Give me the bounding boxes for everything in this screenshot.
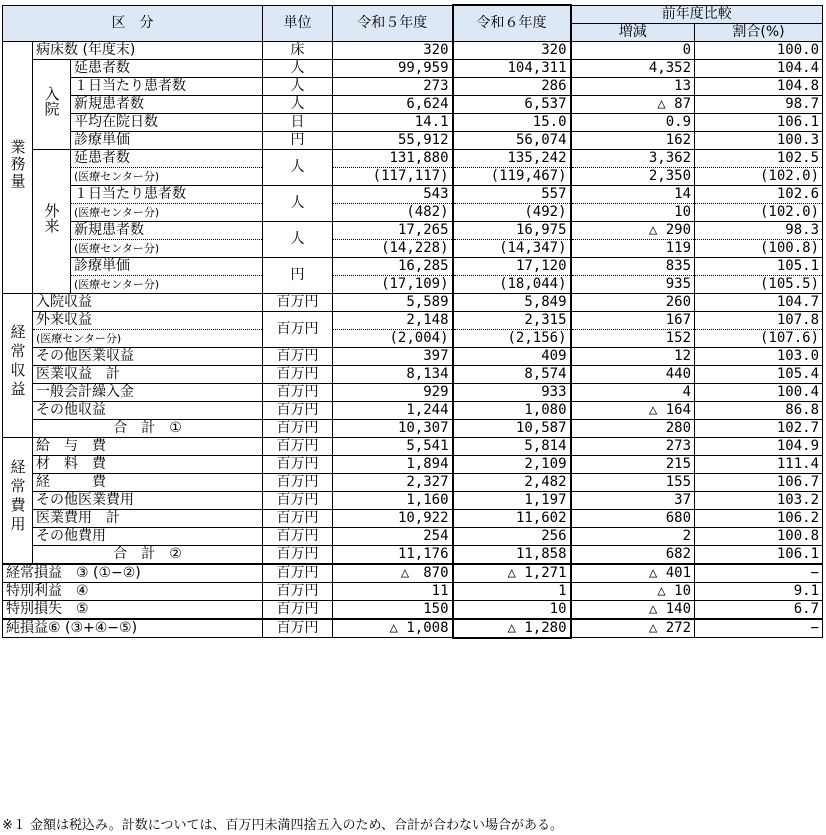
bottom-r5: 150	[333, 600, 453, 619]
table-row	[3, 77, 823, 95]
outpatient-diff: 835	[571, 257, 695, 275]
group-gairai-label: 外来	[42, 203, 61, 233]
table-row	[3, 311, 823, 329]
revenue-total-label: 合 計 ①	[33, 419, 263, 437]
bottom-unit: 百万円	[263, 600, 333, 619]
inpatient-r6: 15.0	[453, 113, 571, 131]
expense-unit: 百万円	[263, 437, 333, 455]
revenue-r6: 933	[453, 383, 571, 401]
expense-unit: 百万円	[263, 527, 333, 545]
table-row	[3, 293, 823, 311]
revenue-diff: 280	[571, 419, 695, 437]
outpatient-r5s: (482)	[333, 203, 453, 221]
expense-label: 医業費用 計	[33, 509, 263, 527]
revenue-label: その他収益	[33, 401, 263, 419]
outpatient-r5: 17,265	[333, 221, 453, 239]
expense-r5: 1,894	[333, 455, 453, 473]
outpatient-sub: (医療センター分)	[71, 239, 263, 257]
revenue-diff: △ 164	[571, 401, 695, 419]
group-gyomu-label: 業務量	[8, 138, 27, 190]
table-row	[3, 600, 823, 619]
outpatient-r5s: (14,228)	[333, 239, 453, 257]
revenue-label: 医業収益 計	[33, 365, 263, 383]
bottom-r6: 10	[453, 600, 571, 619]
expense-r5: 254	[333, 527, 453, 545]
financial-table-container	[2, 4, 822, 639]
outpatient-label: 新規患者数	[71, 221, 263, 239]
revenue-ratio: 102.7	[695, 419, 823, 437]
bottom-label: 特別利益 ④	[3, 582, 263, 600]
revenue-ratio: 107.8	[695, 311, 823, 329]
table-row	[3, 437, 823, 455]
beds-r5: 320	[333, 41, 453, 59]
revenue-unit: 百万円	[263, 365, 333, 383]
revenue-r5: 2,148	[333, 311, 453, 329]
inpatient-r5: 6,624	[333, 95, 453, 113]
revenue-r6s: (2,156)	[453, 329, 571, 347]
bottom-diff: △ 140	[571, 600, 695, 619]
expense-diff: 273	[571, 437, 695, 455]
outpatient-unit: 人	[263, 221, 333, 257]
revenue-unit: 百万円	[263, 401, 333, 419]
group-nyuin-label: 入院	[42, 86, 61, 116]
expense-r6: 1,197	[453, 491, 571, 509]
outpatient-r6: 17,120	[453, 257, 571, 275]
outpatient-unit: 円	[263, 257, 333, 293]
expense-label: 経 費	[33, 473, 263, 491]
inpatient-r5: 55,912	[333, 131, 453, 149]
bottom-label: 経常損益 ③ (①−②)	[3, 564, 263, 583]
bottom-diff: △ 401	[571, 564, 695, 583]
outpatient-ratio: 102.6	[695, 185, 823, 203]
header-diff: 増減	[571, 23, 695, 41]
outpatient-sub: (医療センター分)	[71, 275, 263, 293]
expense-ratio: 103.2	[695, 491, 823, 509]
bottom-r5: △ 870	[333, 564, 453, 583]
group-nyuin	[33, 59, 71, 149]
table-row	[3, 545, 823, 564]
revenue-diffs: 152	[571, 329, 695, 347]
outpatient-r5s: (17,109)	[333, 275, 453, 293]
outpatient-r5: 131,880	[333, 149, 453, 167]
inpatient-diff: 4,352	[571, 59, 695, 77]
inpatient-ratio: 106.1	[695, 113, 823, 131]
expense-ratio: 106.7	[695, 473, 823, 491]
expense-r6: 11,858	[453, 545, 571, 564]
inpatient-label: 延患者数	[71, 59, 263, 77]
bottom-ratio: −	[695, 619, 823, 638]
expense-r6: 11,602	[453, 509, 571, 527]
expense-r5: 1,160	[333, 491, 453, 509]
group-keijo-shueki-label: 経常収益	[8, 324, 27, 400]
table-row	[3, 619, 823, 638]
table-row	[3, 491, 823, 509]
table-row	[3, 401, 823, 419]
inpatient-label: 平均在院日数	[71, 113, 263, 131]
inpatient-ratio: 104.8	[695, 77, 823, 95]
inpatient-r6: 104,311	[453, 59, 571, 77]
table-row	[3, 347, 823, 365]
table-row	[3, 149, 823, 167]
table-row	[3, 455, 823, 473]
expense-ratio: 100.8	[695, 527, 823, 545]
outpatient-diff: △ 290	[571, 221, 695, 239]
outpatient-ratio: 102.5	[695, 149, 823, 167]
inpatient-ratio: 98.7	[695, 95, 823, 113]
revenue-unit: 百万円	[263, 293, 333, 311]
revenue-ratio: 105.4	[695, 365, 823, 383]
table-row	[3, 221, 823, 239]
expense-r6: 2,109	[453, 455, 571, 473]
revenue-unit: 百万円	[263, 383, 333, 401]
revenue-ratio: 104.7	[695, 293, 823, 311]
outpatient-ratio: 98.3	[695, 221, 823, 239]
table-row	[3, 419, 823, 437]
revenue-ratio: 100.4	[695, 383, 823, 401]
outpatient-r6: 557	[453, 185, 571, 203]
group-keijo-hiyo	[3, 437, 33, 564]
beds-ratio: 100.0	[695, 41, 823, 59]
revenue-r6: 8,574	[453, 365, 571, 383]
revenue-ratios: (107.6)	[695, 329, 823, 347]
bottom-diff: △ 272	[571, 619, 695, 638]
expense-total-label: 合 計 ②	[33, 545, 263, 564]
table-row	[3, 509, 823, 527]
revenue-r5: 397	[333, 347, 453, 365]
inpatient-unit: 人	[263, 95, 333, 113]
header-row-1	[3, 5, 823, 23]
table-row	[3, 365, 823, 383]
expense-r6: 5,814	[453, 437, 571, 455]
revenue-diff: 260	[571, 293, 695, 311]
outpatient-r6s: (14,347)	[453, 239, 571, 257]
outpatient-label: 診療単価	[71, 257, 263, 275]
expense-unit: 百万円	[263, 491, 333, 509]
expense-diff: 37	[571, 491, 695, 509]
inpatient-unit: 日	[263, 113, 333, 131]
inpatient-label: 診療単価	[71, 131, 263, 149]
table-row	[3, 95, 823, 113]
table-row	[3, 582, 823, 600]
bottom-diff: △ 10	[571, 582, 695, 600]
revenue-diff: 4	[571, 383, 695, 401]
revenue-unit: 百万円	[263, 419, 333, 437]
expense-ratio: 104.9	[695, 437, 823, 455]
revenue-label: 外来収益	[33, 311, 263, 329]
expense-r6: 256	[453, 527, 571, 545]
expense-unit: 百万円	[263, 455, 333, 473]
inpatient-label: １日当たり患者数	[71, 77, 263, 95]
header-r5: 令和５年度	[333, 5, 453, 41]
header-compare: 前年度比較	[571, 5, 823, 23]
revenue-r6: 1,080	[453, 401, 571, 419]
table-row	[3, 185, 823, 203]
revenue-r5: 1,244	[333, 401, 453, 419]
header-kubun: 区 分	[3, 5, 263, 41]
header-r6: 令和６年度	[453, 5, 571, 41]
beds-unit: 床	[263, 41, 333, 59]
outpatient-r6s: (492)	[453, 203, 571, 221]
outpatient-diff: 14	[571, 185, 695, 203]
header-unit: 単位	[263, 5, 333, 41]
outpatient-label: 延患者数	[71, 149, 263, 167]
expense-diff: 215	[571, 455, 695, 473]
bottom-r5: 11	[333, 582, 453, 600]
table-row	[3, 113, 823, 131]
table-row	[3, 473, 823, 491]
inpatient-ratio: 104.4	[695, 59, 823, 77]
group-keijo-shueki	[3, 293, 33, 437]
bottom-label: 特別損失 ⑤	[3, 600, 263, 619]
outpatient-unit: 人	[263, 149, 333, 185]
revenue-r6: 409	[453, 347, 571, 365]
beds-diff: 0	[571, 41, 695, 59]
revenue-r5: 929	[333, 383, 453, 401]
expense-r5: 5,541	[333, 437, 453, 455]
revenue-r5: 10,307	[333, 419, 453, 437]
expense-ratio: 111.4	[695, 455, 823, 473]
revenue-label: 入院収益	[33, 293, 263, 311]
expense-r5: 2,327	[333, 473, 453, 491]
outpatient-r6s: (119,467)	[453, 167, 571, 185]
inpatient-diff: △ 87	[571, 95, 695, 113]
outpatient-ratios: (102.0)	[695, 167, 823, 185]
expense-r6: 2,482	[453, 473, 571, 491]
revenue-r6: 5,849	[453, 293, 571, 311]
outpatient-unit: 人	[263, 185, 333, 221]
outpatient-ratio: 105.1	[695, 257, 823, 275]
table-row	[3, 275, 823, 293]
inpatient-ratio: 100.3	[695, 131, 823, 149]
bottom-unit: 百万円	[263, 582, 333, 600]
inpatient-unit: 円	[263, 131, 333, 149]
revenue-diff: 167	[571, 311, 695, 329]
inpatient-r5: 99,959	[333, 59, 453, 77]
inpatient-diff: 0.9	[571, 113, 695, 131]
outpatient-sub: (医療センター分)	[71, 203, 263, 221]
expense-diff: 680	[571, 509, 695, 527]
expense-label: その他費用	[33, 527, 263, 545]
expense-label: その他医業費用	[33, 491, 263, 509]
bottom-ratio: 9.1	[695, 582, 823, 600]
group-gyomu	[3, 41, 33, 293]
bottom-r6: 1	[453, 582, 571, 600]
outpatient-r6s: (18,044)	[453, 275, 571, 293]
table-row	[3, 131, 823, 149]
revenue-r5: 8,134	[333, 365, 453, 383]
outpatient-r5s: (117,117)	[333, 167, 453, 185]
bottom-r5: △ 1,008	[333, 619, 453, 638]
table-row	[3, 203, 823, 221]
revenue-label: 一般会計繰入金	[33, 383, 263, 401]
bottom-unit: 百万円	[263, 564, 333, 583]
bottom-label: 純損益⑥ (③+④−⑤)	[3, 619, 263, 638]
table-row	[3, 329, 823, 347]
inpatient-label: 新規患者数	[71, 95, 263, 113]
table-row	[3, 527, 823, 545]
revenue-r5s: (2,004)	[333, 329, 453, 347]
outpatient-diffs: 935	[571, 275, 695, 293]
outpatient-ratios: (100.8)	[695, 239, 823, 257]
table-row	[3, 239, 823, 257]
table-row	[3, 167, 823, 185]
revenue-diff: 12	[571, 347, 695, 365]
bottom-ratio: 6.7	[695, 600, 823, 619]
outpatient-diffs: 119	[571, 239, 695, 257]
expense-unit: 百万円	[263, 473, 333, 491]
outpatient-r6: 16,975	[453, 221, 571, 239]
table-row-beds	[3, 41, 823, 59]
expense-ratio: 106.2	[695, 509, 823, 527]
expense-unit: 百万円	[263, 509, 333, 527]
inpatient-unit: 人	[263, 59, 333, 77]
group-gairai	[33, 149, 71, 293]
expense-r5: 11,176	[333, 545, 453, 564]
revenue-sub: (医療センター分)	[33, 329, 263, 347]
bottom-ratio: −	[695, 564, 823, 583]
outpatient-r6: 135,242	[453, 149, 571, 167]
inpatient-r6: 286	[453, 77, 571, 95]
outpatient-label: １日当たり患者数	[71, 185, 263, 203]
outpatient-r5: 543	[333, 185, 453, 203]
inpatient-r5: 14.1	[333, 113, 453, 131]
inpatient-diff: 162	[571, 131, 695, 149]
revenue-r5: 5,589	[333, 293, 453, 311]
outpatient-ratios: (105.5)	[695, 275, 823, 293]
outpatient-diff: 3,362	[571, 149, 695, 167]
inpatient-r5: 273	[333, 77, 453, 95]
expense-ratio: 106.1	[695, 545, 823, 564]
bottom-unit: 百万円	[263, 619, 333, 638]
outpatient-sub: (医療センター分)	[71, 167, 263, 185]
table-row	[3, 564, 823, 583]
inpatient-diff: 13	[571, 77, 695, 95]
expense-diff: 682	[571, 545, 695, 564]
outpatient-diffs: 10	[571, 203, 695, 221]
inpatient-unit: 人	[263, 77, 333, 95]
header-ratio: 割合(%)	[695, 23, 823, 41]
inpatient-r6: 56,074	[453, 131, 571, 149]
expense-r5: 10,922	[333, 509, 453, 527]
table-row	[3, 59, 823, 77]
beds-label: 病床数 (年度末)	[33, 41, 263, 59]
revenue-unit: 百万円	[263, 347, 333, 365]
outpatient-diffs: 2,350	[571, 167, 695, 185]
revenue-label: その他医業収益	[33, 347, 263, 365]
expense-diff: 155	[571, 473, 695, 491]
table-row	[3, 257, 823, 275]
beds-r6: 320	[453, 41, 571, 59]
footnote: ※１ 金額は税込み。計数については、百万円未満四捨五入のため、合計が合わない場合がある。	[2, 818, 564, 833]
bottom-r6: △ 1,280	[453, 619, 571, 638]
revenue-r6: 10,587	[453, 419, 571, 437]
expense-label: 給 与 費	[33, 437, 263, 455]
bottom-r6: △ 1,271	[453, 564, 571, 583]
outpatient-r5: 16,285	[333, 257, 453, 275]
table-row	[3, 383, 823, 401]
financial-table	[2, 4, 823, 639]
expense-label: 材 料 費	[33, 455, 263, 473]
revenue-diff: 440	[571, 365, 695, 383]
expense-diff: 2	[571, 527, 695, 545]
revenue-unit: 百万円	[263, 311, 333, 347]
inpatient-r6: 6,537	[453, 95, 571, 113]
expense-unit: 百万円	[263, 545, 333, 564]
group-keijo-hiyo-label: 経常費用	[8, 459, 27, 535]
revenue-ratio: 103.0	[695, 347, 823, 365]
outpatient-ratios: (102.0)	[695, 203, 823, 221]
revenue-ratio: 86.8	[695, 401, 823, 419]
revenue-r6: 2,315	[453, 311, 571, 329]
